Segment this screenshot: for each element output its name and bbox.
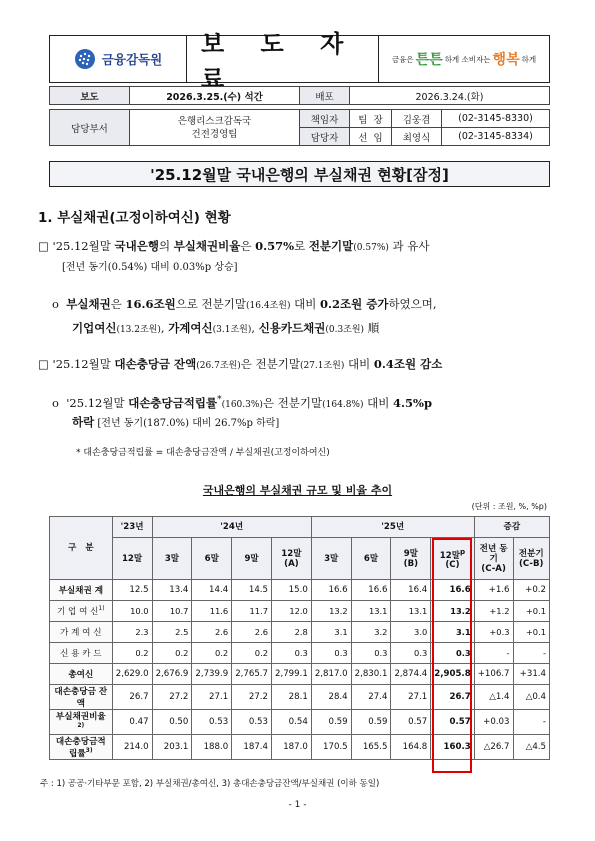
table-cell: 165.5 bbox=[351, 734, 391, 759]
text: 부실채권비율 bbox=[173, 239, 241, 253]
table-cell: 16.4 bbox=[391, 580, 431, 601]
circle-bullet-icon: o bbox=[52, 297, 59, 311]
table-cell: 2,765.7 bbox=[232, 664, 272, 685]
section-title: 1. 부실채권(고정이하여신) 현황 bbox=[38, 210, 231, 226]
bullet-1-note: [전년 동기(0.54%) 대비 0.03%p 상승] bbox=[62, 262, 238, 273]
bullet-4-line2 bbox=[72, 412, 279, 434]
text: 신용카드채권 bbox=[258, 321, 326, 335]
resp-label: 책임자 bbox=[300, 110, 350, 128]
release-info-table bbox=[49, 86, 550, 146]
text: 의 bbox=[158, 239, 174, 253]
table-cell: 0.53 bbox=[192, 710, 232, 735]
text: (160.3%) bbox=[221, 399, 263, 410]
table-cell: 2.3 bbox=[112, 622, 152, 643]
table-cell: 12.5 bbox=[112, 580, 152, 601]
table-cell: 13.4 bbox=[152, 580, 192, 601]
text: (0.57%) bbox=[353, 243, 389, 253]
table-row bbox=[50, 685, 550, 710]
table-cell: 16.6 bbox=[311, 580, 351, 601]
table-cell: 13.1 bbox=[391, 601, 431, 622]
bullet-2 bbox=[52, 294, 562, 316]
table-cell: 187.4 bbox=[232, 734, 272, 759]
table-cell: - bbox=[513, 643, 550, 664]
circle-bullet-icon: o bbox=[52, 395, 59, 410]
dept-label: 담당부서 bbox=[50, 110, 130, 146]
table-cell: 2,676.9 bbox=[152, 664, 192, 685]
staff-title: 선 임 bbox=[350, 128, 392, 146]
table-cell: 3.1 bbox=[311, 622, 351, 643]
slogan-text: 금융은 bbox=[391, 54, 414, 64]
table-row bbox=[50, 664, 550, 685]
column-header-sub: (B) bbox=[403, 558, 419, 569]
square-bullet-icon: □ bbox=[38, 239, 49, 253]
row-label bbox=[50, 580, 113, 601]
table-cell: 0.57 bbox=[431, 710, 474, 735]
table-cell: +0.1 bbox=[513, 622, 550, 643]
table-cell: 164.8 bbox=[391, 734, 431, 759]
row-label-text: 가 계 여 신 bbox=[60, 628, 102, 638]
table-title: 국내은행의 부실채권 규모 및 비율 추이 bbox=[202, 484, 393, 497]
dept-name-line2: 건전경영팀 bbox=[191, 128, 238, 140]
table-cell: 13.2 bbox=[431, 601, 474, 622]
headline: '25.12월말 국내은행의 부실채권 현황[잠정] bbox=[49, 161, 550, 187]
table-cell: 27.4 bbox=[351, 685, 391, 710]
table-cell: 28.4 bbox=[311, 685, 351, 710]
column-header-sub: (A) bbox=[284, 558, 299, 569]
row-label-sup: 3) bbox=[85, 747, 93, 754]
column-header-label: 전년 동기 bbox=[479, 543, 508, 564]
table-cell: +1.2 bbox=[474, 601, 513, 622]
row-label bbox=[50, 734, 113, 759]
slogan bbox=[379, 36, 549, 82]
table-cell: 203.1 bbox=[152, 734, 192, 759]
text: 4.5%p bbox=[393, 395, 432, 410]
table-cell: 15.0 bbox=[272, 580, 312, 601]
table-cell: 2,905.8 bbox=[431, 664, 474, 685]
table-row bbox=[50, 622, 550, 643]
table-cell: 26.7 bbox=[431, 685, 474, 710]
text: '25.12월말 bbox=[52, 239, 115, 253]
text: (164.8%) bbox=[322, 399, 364, 410]
column-header bbox=[272, 538, 312, 580]
text: [전년 동기(187.0%) 대비 26.7%p 하락] bbox=[94, 418, 280, 429]
table-cell: 11.7 bbox=[232, 601, 272, 622]
text: 은 전분기말 bbox=[240, 357, 300, 371]
text: 으로 전분기말 bbox=[175, 297, 246, 311]
table-cell: △0.4 bbox=[513, 685, 550, 710]
table-row bbox=[50, 601, 550, 622]
bullet-1 bbox=[38, 236, 558, 258]
table-cell: 3.1 bbox=[431, 622, 474, 643]
press-release-header bbox=[49, 30, 550, 93]
table-cell: 13.1 bbox=[351, 601, 391, 622]
column-header-sub: (C-A) bbox=[481, 563, 506, 574]
row-label bbox=[50, 664, 113, 685]
column-header bbox=[351, 538, 391, 580]
column-header-label: 3말 bbox=[164, 553, 180, 564]
text: 順 bbox=[364, 321, 380, 335]
text: (27.1조원) bbox=[299, 361, 345, 371]
text: (16.4조원) bbox=[246, 301, 291, 311]
staff-label: 담당자 bbox=[300, 128, 350, 146]
slogan-word-2: 행복 bbox=[492, 52, 520, 68]
table-cell: 0.50 bbox=[152, 710, 192, 735]
row-label bbox=[50, 601, 113, 622]
table-cell: 2.6 bbox=[232, 622, 272, 643]
header-year-25: '25년 bbox=[311, 517, 474, 538]
column-header bbox=[311, 538, 351, 580]
header-year-23: '23년 bbox=[112, 517, 152, 538]
table-cell: △4.5 bbox=[513, 734, 550, 759]
resp-title: 팀 장 bbox=[350, 110, 392, 128]
unit-label: (단위 : 조원, %, %p) bbox=[471, 502, 547, 511]
table-cell: 0.59 bbox=[351, 710, 391, 735]
row-label bbox=[50, 710, 113, 735]
text: 과 유사 bbox=[388, 239, 430, 253]
column-header-label: 9말 bbox=[244, 553, 259, 564]
column-header bbox=[391, 538, 431, 580]
distribute-date: 2026.3.24.(화) bbox=[350, 87, 550, 105]
table-cell: 170.5 bbox=[311, 734, 351, 759]
column-header-label: 12말 bbox=[439, 550, 461, 561]
highlight-box bbox=[432, 538, 472, 773]
table-row bbox=[50, 734, 550, 759]
table-row bbox=[50, 580, 550, 601]
text: 대비 bbox=[344, 357, 374, 371]
text: 0.4조원 감소 bbox=[373, 357, 443, 371]
table-row bbox=[50, 710, 550, 735]
row-label-text: 부실채권비율 bbox=[55, 712, 106, 722]
table-cell: 28.1 bbox=[272, 685, 312, 710]
table-cell: +0.1 bbox=[513, 601, 550, 622]
table-cell: 0.47 bbox=[112, 710, 152, 735]
table-cell: +1.6 bbox=[474, 580, 513, 601]
table-row bbox=[50, 643, 550, 664]
slogan-text: 하게 소비자는 bbox=[444, 54, 491, 64]
column-header bbox=[152, 538, 192, 580]
column-header bbox=[232, 538, 272, 580]
text: (3.1조원) bbox=[212, 325, 252, 335]
table-footnote: 주 : 1) 공공·기타부문 포함, 2) 부실채권/총여신, 3) 총대손충당금잔액/부실채권 (이하 동일) bbox=[40, 779, 380, 789]
table-cell: 13.2 bbox=[311, 601, 351, 622]
table-cell: 214.0 bbox=[112, 734, 152, 759]
page-number: - 1 - bbox=[288, 800, 307, 810]
table-cell: 2,799.1 bbox=[272, 664, 312, 685]
table-cell: 27.1 bbox=[391, 685, 431, 710]
text: (13.2조원) bbox=[116, 325, 161, 335]
table-cell: 0.3 bbox=[311, 643, 351, 664]
document-title: 보 도 자 료 bbox=[187, 36, 379, 82]
table-cell: 188.0 bbox=[192, 734, 232, 759]
org-name: 금융감독원 bbox=[101, 52, 163, 67]
table-cell: - bbox=[513, 710, 550, 735]
table-cell: 2,817.0 bbox=[311, 664, 351, 685]
column-header bbox=[474, 538, 513, 580]
table-cell: 2.5 bbox=[152, 622, 192, 643]
table-cell: 10.0 bbox=[112, 601, 152, 622]
table-cell: 0.2 bbox=[192, 643, 232, 664]
row-label bbox=[50, 622, 113, 643]
text: 대손충당금적립률 bbox=[128, 395, 218, 410]
table-cell: 0.53 bbox=[232, 710, 272, 735]
row-label-text: 대손충당금적립률 bbox=[55, 736, 106, 759]
column-header bbox=[192, 538, 232, 580]
table-cell: 11.6 bbox=[192, 601, 232, 622]
column-header-label: 12말 bbox=[121, 553, 143, 564]
row-label-text: 부실채권 계 bbox=[58, 586, 104, 596]
table-cell: 0.3 bbox=[272, 643, 312, 664]
header-gubun: 구 분 bbox=[50, 517, 113, 580]
table-cell: 2,739.9 bbox=[192, 664, 232, 685]
table-cell: 0.2 bbox=[152, 643, 192, 664]
row-label-text: 신 용 카 드 bbox=[60, 649, 102, 659]
table-cell: 27.2 bbox=[152, 685, 192, 710]
dept-name-line1: 은행리스크감독국 bbox=[177, 115, 252, 127]
table-cell: 3.0 bbox=[391, 622, 431, 643]
text: 부실채권 bbox=[66, 297, 111, 311]
table-cell: +0.03 bbox=[474, 710, 513, 735]
table-cell: - bbox=[474, 643, 513, 664]
table-cell: 0.3 bbox=[351, 643, 391, 664]
table-cell: 0.2 bbox=[112, 643, 152, 664]
table-cell: +0.2 bbox=[513, 580, 550, 601]
header-change: 증감 bbox=[474, 517, 549, 538]
staff-name: 최영식 bbox=[392, 128, 442, 146]
row-label-text: 대손충당금 잔액 bbox=[54, 687, 108, 709]
text: 은 전분기말 bbox=[262, 395, 323, 410]
table-cell: 27.2 bbox=[232, 685, 272, 710]
text: 은 bbox=[110, 297, 126, 311]
release-date: 2026.3.25.(수) 석간 bbox=[130, 87, 300, 105]
bullet-3 bbox=[38, 354, 558, 376]
fss-logo-icon bbox=[74, 48, 96, 70]
row-label-sup: 1) bbox=[98, 605, 105, 613]
table-cell: 0.54 bbox=[272, 710, 312, 735]
text: (26.7조원) bbox=[196, 361, 241, 371]
release-label: 보도 bbox=[50, 87, 130, 105]
resp-phone: (02-3145-8330) bbox=[442, 110, 550, 128]
table-cell: 2.6 bbox=[192, 622, 232, 643]
table-cell: +106.7 bbox=[474, 664, 513, 685]
table-cell: 3.2 bbox=[351, 622, 391, 643]
text: 대손충당금 잔액 bbox=[114, 357, 197, 371]
text: 국내은행 bbox=[114, 239, 159, 253]
table-cell: 0.2 bbox=[232, 643, 272, 664]
npl-table bbox=[49, 516, 550, 760]
text: , bbox=[160, 321, 169, 335]
text: 하락 bbox=[72, 415, 95, 429]
row-label-text: 총여신 bbox=[68, 670, 94, 680]
square-bullet-icon: □ bbox=[38, 357, 49, 371]
table-cell: 2,830.1 bbox=[351, 664, 391, 685]
text: , bbox=[251, 321, 259, 335]
table-cell: 16.6 bbox=[351, 580, 391, 601]
table-cell: 0.3 bbox=[391, 643, 431, 664]
text: 기업여신 bbox=[72, 321, 117, 335]
text: * bbox=[217, 395, 222, 405]
table-cell: 0.3 bbox=[431, 643, 474, 664]
table-cell: 14.4 bbox=[192, 580, 232, 601]
table-cell: 14.5 bbox=[232, 580, 272, 601]
column-header bbox=[112, 538, 152, 580]
table-cell: 2,874.4 bbox=[391, 664, 431, 685]
column-header-label: 9말 bbox=[403, 548, 418, 559]
table-cell: 27.1 bbox=[192, 685, 232, 710]
table-cell: 160.3 bbox=[431, 734, 474, 759]
staff-phone: (02-3145-8334) bbox=[442, 128, 550, 146]
table-cell: 0.59 bbox=[311, 710, 351, 735]
row-label bbox=[50, 643, 113, 664]
text: '25.12월말 bbox=[52, 357, 115, 371]
table-cell: 10.7 bbox=[152, 601, 192, 622]
text: 16.6조원 bbox=[125, 297, 176, 311]
column-header-sup: p bbox=[460, 546, 466, 556]
row-label bbox=[50, 685, 113, 710]
resp-name: 김웅겸 bbox=[392, 110, 442, 128]
table-cell: +31.4 bbox=[513, 664, 550, 685]
text: 전분기말 bbox=[308, 239, 354, 253]
column-header-sub: (C) bbox=[445, 560, 460, 571]
column-header-sub: (C-B) bbox=[519, 558, 544, 569]
column-header-label: 6말 bbox=[204, 553, 219, 564]
table-cell: 12.0 bbox=[272, 601, 312, 622]
ratio-note: * 대손충당금적립률 = 대손충당금잔액 / 부실채권(고정이하여신) bbox=[76, 448, 330, 458]
column-header bbox=[513, 538, 550, 580]
text: 로 bbox=[294, 239, 309, 253]
table-cell: 187.0 bbox=[272, 734, 312, 759]
text: (0.3조원) bbox=[325, 325, 365, 335]
column-header-label: 3말 bbox=[324, 553, 339, 564]
text: 대비 bbox=[363, 395, 394, 410]
row-label-sup: 2) bbox=[77, 722, 85, 729]
table-cell: 26.7 bbox=[112, 685, 152, 710]
org-logo bbox=[50, 36, 187, 82]
slogan-word-1: 튼튼 bbox=[415, 52, 443, 68]
column-header-label: 12말 bbox=[281, 548, 302, 559]
bullet-2-line2 bbox=[72, 318, 379, 340]
text: 0.57% bbox=[255, 239, 295, 253]
column-header-label: 전분기 bbox=[518, 548, 544, 559]
text: 하였으며, bbox=[388, 297, 437, 311]
dept-name bbox=[130, 110, 300, 146]
text: 가계여신 bbox=[168, 321, 213, 335]
table-cell: △1.4 bbox=[474, 685, 513, 710]
table-cell: 2.8 bbox=[272, 622, 312, 643]
table-cell: +0.3 bbox=[474, 622, 513, 643]
row-label-text: 기 업 여 신 bbox=[57, 607, 99, 617]
table-cell: 0.57 bbox=[391, 710, 431, 735]
table-cell: 16.6 bbox=[431, 580, 474, 601]
table-cell: 2,629.0 bbox=[112, 664, 152, 685]
text: '25.12월말 bbox=[66, 395, 129, 410]
distribute-label: 배포 bbox=[300, 87, 350, 105]
text: 대비 bbox=[290, 297, 320, 311]
text: 은 bbox=[240, 239, 256, 253]
slogan-text: 하게 bbox=[521, 54, 537, 64]
column-header-label: 6말 bbox=[363, 553, 379, 564]
text: 0.2조원 증가 bbox=[319, 297, 389, 311]
table-cell: △26.7 bbox=[474, 734, 513, 759]
header-year-24: '24년 bbox=[152, 517, 311, 538]
